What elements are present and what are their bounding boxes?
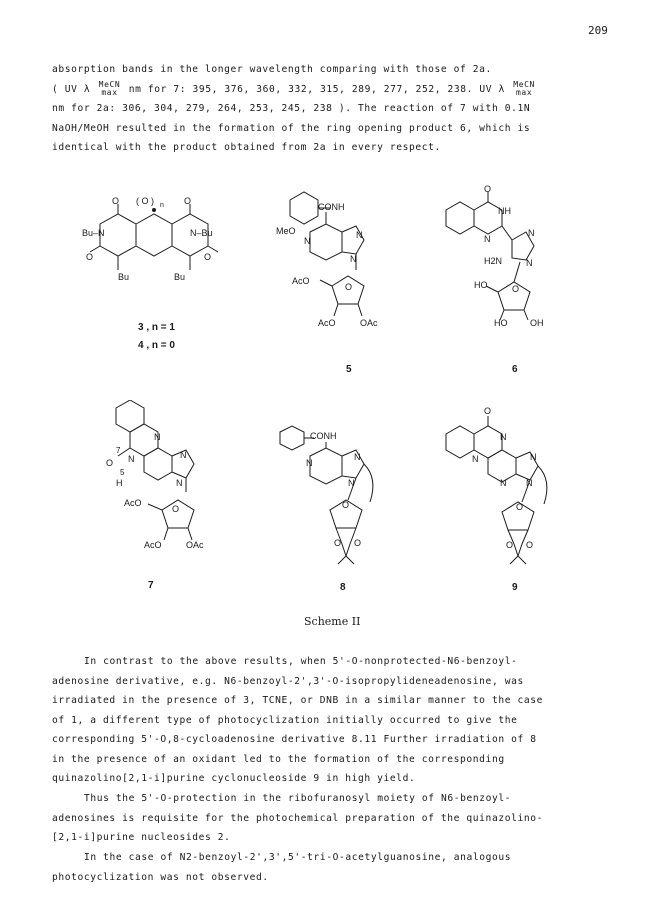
atom-label: AcO [318, 318, 336, 328]
text-line: identical with the product obtained from 2a in every respect. [52, 142, 441, 153]
text-line: [2,1-i]purine nucleosides 2. [52, 832, 231, 843]
atom-label: O [516, 502, 524, 512]
atom-label: O [86, 252, 94, 262]
text-line [52, 80, 624, 100]
text-line: In contrast to the above results, when 5'-O-nonprotected-N6-benzoyl- [84, 656, 518, 667]
text-line: irradiated in the presence of 3, TCNE, or DNB in a similar manner to the case [52, 695, 543, 706]
lambda-subscript: MeCN max [98, 79, 121, 97]
atom-label: O [484, 406, 492, 416]
atom-label: H [116, 478, 123, 488]
atom-label: N [180, 450, 187, 460]
atom-label: AcO [124, 498, 142, 508]
atom-label: O [484, 184, 492, 194]
text-line: corresponding 5'-O,8-cycloadenosine derivative 8.11 Further irradiation of 8 [52, 734, 537, 745]
atom-label: N [306, 458, 313, 468]
atom-label: N [176, 478, 183, 488]
atom-label: CONH [310, 431, 337, 441]
atom-label: N [354, 452, 361, 462]
atom-label: O [184, 196, 192, 206]
atom-label: H2N [484, 256, 503, 266]
atom-label: HO [474, 280, 488, 290]
text-line: nm for 2a: 306, 304, 279, 264, 253, 245, 238 ). The reaction of 7 with 0.1N [52, 103, 531, 114]
atom-label: CONH [318, 202, 345, 212]
atom-label: NH [498, 206, 511, 216]
atom-label: N [500, 432, 507, 442]
text-line: of 1, a different type of photocyclization initially occurred to give the [52, 714, 518, 726]
compound-3-4-structure [70, 190, 240, 300]
atom-label: N [472, 454, 479, 464]
atom-label: O [345, 282, 353, 292]
text-line: adenosine derivative, e.g. N6-benzoyl-2',3'-O-isopropylideneadenosine, was [52, 675, 524, 687]
scheme-title: Scheme II [304, 615, 361, 628]
compound-6-label: 6 [512, 364, 518, 375]
atom-label: N–Bu [190, 228, 213, 238]
atom-label: N [128, 454, 135, 464]
text-line: adenosines is requisite for the photochemical preparation of the quinazolino- [52, 812, 543, 824]
atom-label: Bu–N [82, 228, 105, 238]
text-fragment: ( UV λ [52, 83, 91, 95]
text-line: NaOH/MeOH resulted in the formation of the ring opening product 6, which is [52, 122, 531, 134]
atom-label: OH [530, 318, 544, 328]
compound-6-structure [440, 180, 570, 340]
compound-9-structure [440, 404, 570, 574]
compound-8-structure [270, 422, 400, 572]
text-line: quinazolino[2,1-i]purine cyclonucleoside 9 in high yield. [52, 773, 416, 784]
atom-label: N [304, 236, 311, 246]
atom-label: N [530, 452, 537, 462]
text-line: photocyclization was not observed. [52, 871, 269, 883]
atom-label: MeO [276, 226, 296, 236]
text-line: Thus the 5'-O-protection in the ribofuranosyl moiety of N6-benzoyl- [84, 793, 512, 804]
atom-label: O [112, 196, 120, 206]
atom-label: O [334, 538, 342, 548]
top-paragraph [52, 60, 624, 158]
atom-label: AcO [292, 276, 310, 286]
atom-label: O [506, 540, 514, 550]
atom-label: N [350, 254, 357, 264]
compound-4-label: 4 , n = 0 [138, 340, 175, 351]
atom-label: Bu [174, 272, 186, 282]
atom-label: O [354, 538, 362, 548]
atom-label: O [512, 284, 520, 294]
text-line: absorption bands in the longer wavelength comparing with those of 2a. [52, 64, 492, 75]
atom-label: HO [494, 318, 508, 328]
atom-label: O [204, 252, 212, 262]
atom-label: n [160, 202, 164, 209]
compound-7-label: 7 [148, 580, 154, 591]
lambda-subscript: MeCN max [513, 79, 535, 97]
text-fragment: nm for 7: 395, 376, 360, 332, 315, 289, 277, 252, 238. UV λ [128, 83, 505, 95]
body-paragraph-3 [52, 848, 624, 887]
atom-label: OAc [186, 540, 204, 550]
atom-label: O [106, 458, 114, 468]
atom-label: N [348, 478, 355, 488]
page-number: 209 [588, 24, 608, 37]
atom-label: OAc [360, 318, 378, 328]
body-paragraph-1 [52, 652, 624, 789]
atom-label: N [500, 478, 507, 488]
body-paragraph-2 [52, 789, 624, 848]
text-line: In the case of N2-benzoyl-2',3',5'-tri-O-acetylguanosine, analogous [84, 852, 512, 863]
atom-label: AcO [144, 540, 162, 550]
atom-label: N [154, 432, 161, 442]
text-line: in the presence of an oxidant led to the formation of the corresponding [52, 753, 505, 765]
atom-label: N [526, 258, 533, 268]
atom-label: 7 [116, 446, 121, 455]
compound-8-label: 8 [340, 582, 346, 593]
atom-label: N [528, 228, 535, 238]
atom-label: O [342, 500, 350, 510]
atom-label: O [172, 504, 180, 514]
compound-5-label: 5 [346, 364, 352, 375]
atom-label: O [526, 540, 534, 550]
atom-label: 5 [120, 468, 125, 477]
atom-label: N [484, 234, 491, 244]
atom-label: N [356, 230, 363, 240]
compound-9-label: 9 [512, 582, 518, 593]
compound-3-label: 3 , n = 1 [138, 322, 175, 333]
atom-label: Bu [118, 272, 130, 282]
atom-label: N [526, 478, 533, 488]
atom-label: ( O ) [136, 196, 154, 206]
